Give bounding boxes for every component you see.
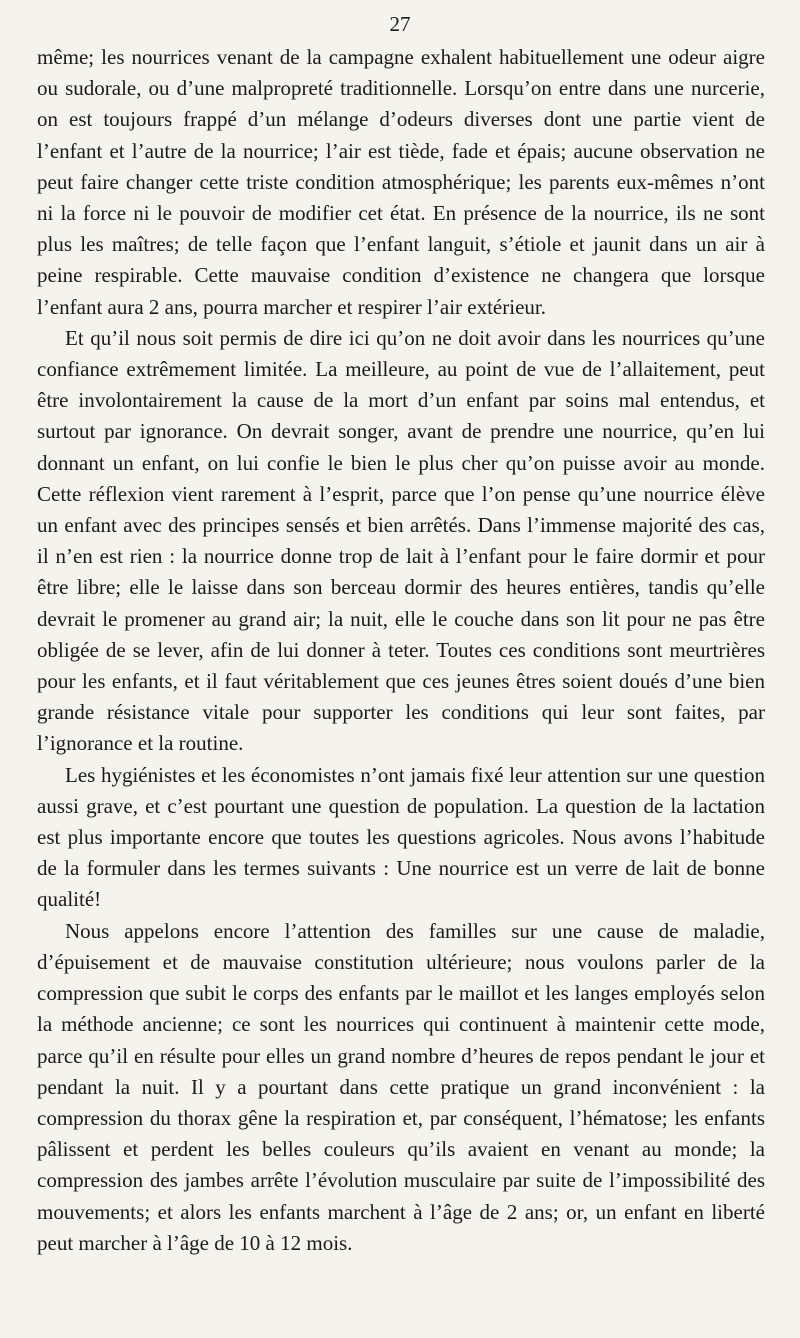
paragraph: Les hygiénistes et les économistes n’ont jamais fixé leur attention sur une question aussi grave, et c’est pourtant une question de population. La question de la lactation est plus importante encore que toutes les questions agricoles. Nous avons l’habitude de la formuler dans les termes suivants : Une nourrice est un verre de lait de bonne qualité! bbox=[37, 762, 765, 912]
paragraph: Nous appelons encore l’attention des familles sur une cause de maladie, d’épuisement et de mauvaise constitution ultérieure; nous voulons parler de la compression que subit le corps des enfants par le maillot et les langes employés selon la méthode ancienne; ce sont les nourrices qui continuent à maintenir cette mode, parce qu’il en résulte pour elles un grand nombre d’heures de repos pendant le jour et pendant la nuit. Il y a pourtant dans cette pratique un grand inconvénient : la compression du thorax gêne la respiration et, par conséquent, l’hématose; les enfants pâlissent et perdent les belles couleurs qu’ils avaient en venant au monde; la compression des jambes arrête l’évolution musculaire par suite de l’impossibilité des mouvements; et alors les enfants marchent à l’âge de 2 ans; or, un enfant en liberté peut marcher à l’âge de 10 à 12 mois. bbox=[37, 918, 765, 1255]
page-number: 27 bbox=[389, 12, 411, 36]
paragraph: même; les nourrices venant de la campagne exhalent habituellement une odeur aigre ou sudorale, ou d’une malpropreté traditionnelle. Lorsqu’on entre dans une nurcerie, on est toujours frappé d’un mélange d’odeurs diverses dont une partie vient de l’enfant et l’autre de la nourrice; l’air est tiède, fade et épais; aucune observation ne peut faire changer cette triste condition atmosphérique; les parents eux-mêmes n’ont ni la force ni le pouvoir de modifier cet état. En présence de la nourrice, ils ne sont plus les maîtres; de telle façon que l’enfant languit, s’étiole et jaunit dans un air à peine respirable. Cette mauvaise condition d’existence ne changera que lorsque l’enfant aura 2 ans, pourra marcher et respirer l’air extérieur. bbox=[37, 45, 765, 319]
body-text bbox=[37, 42, 765, 1259]
paragraph: Et qu’il nous soit permis de dire ici qu’on ne doit avoir dans les nourrices qu’une confiance extrêmement limitée. La meilleure, au point de vue de l’allaitement, peut être involontairement la cause de la mort d’un enfant par soins mal entendus, et surtout par ignorance. On devrait songer, avant de prendre une nourrice, qu’en lui donnant un enfant, on lui confie le bien le plus cher qu’on puisse avoir au monde. Cette réflexion vient rarement à l’esprit, parce que l’on pense qu’une nourrice élève un enfant avec des principes sensés et bien arrêtés. Dans l’immense majorité des cas, il n’en est rien : la nourrice donne trop de lait à l’enfant pour le faire dormir et pour être libre; elle le laisse dans son berceau dormir des heures entières, tandis qu’elle devrait le promener au grand air; la nuit, elle le couche dans son lit pour ne pas être obligée de se lever, afin de lui donner à teter. Toutes ces conditions sont meurtrières pour les enfants, et il faut véritablement que ces jeunes êtres soient doués d’une bien grande résistance vitale pour supporter les conditions qui leur sont faites, par l’ignorance et la routine. bbox=[37, 325, 765, 756]
